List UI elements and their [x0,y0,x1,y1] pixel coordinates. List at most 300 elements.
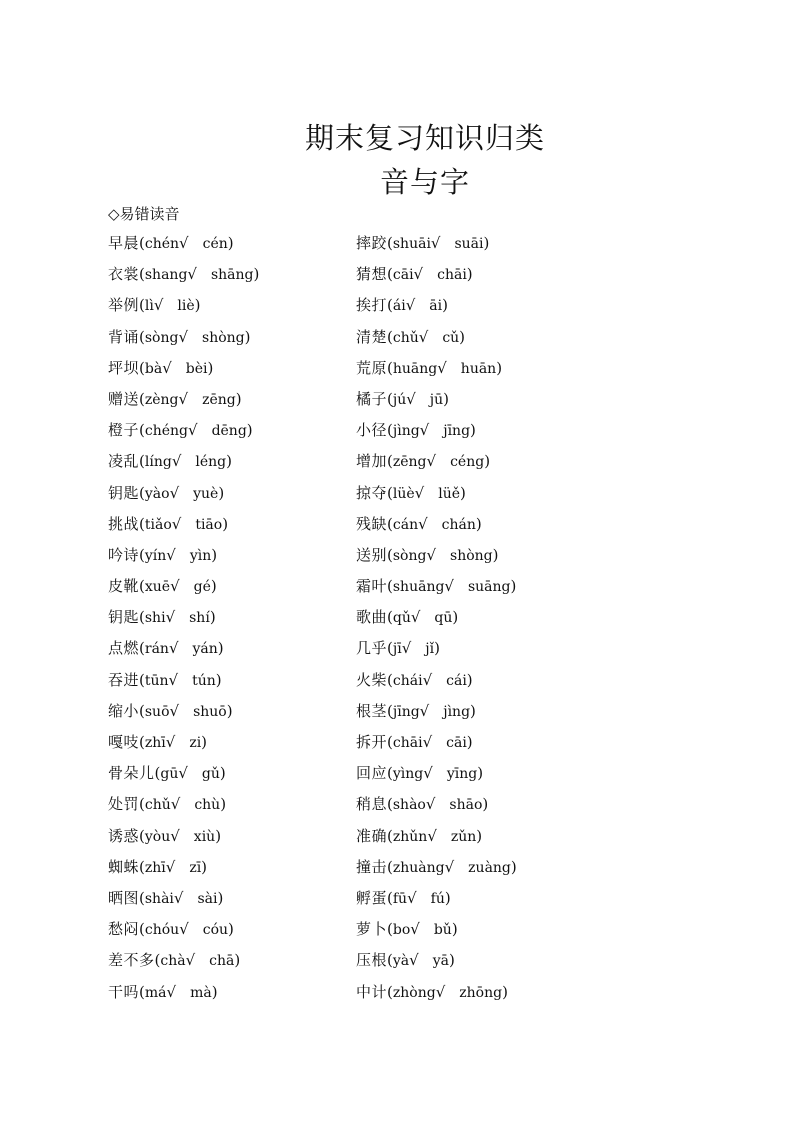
pinyin-option-b: zi [189,735,202,751]
word: 歌曲 [356,608,388,627]
check-mark: √ [165,608,176,627]
pinyin-option-a: shang [144,267,188,284]
word: 压根 [356,951,388,970]
paren-open: ( [387,951,393,970]
paren-open: ( [139,826,145,845]
pinyin-option-b: dēng [211,423,247,440]
paren-close: ) [470,421,476,440]
paren-open: ( [139,545,145,564]
word: 钥匙 [108,608,140,627]
pinyin-option-a: bà [144,360,163,377]
list-item [356,607,517,638]
paren-close: ) [227,234,234,252]
pinyin-option-b: yìn [189,547,212,564]
list-item [356,358,517,389]
paren-close: ) [226,701,233,720]
word: 稍息 [356,795,388,814]
list-item [108,514,259,545]
pinyin-option-b: jīng [443,423,471,440]
pinyin-option-a: zhuàng [392,859,445,876]
list-item [356,264,517,295]
pinyin-option-a: chén [144,236,180,252]
pinyin-option-b: suāng [467,579,511,596]
pinyin-option-b: jìng [443,703,471,720]
word: 点燃 [108,639,140,658]
list-item [108,576,259,607]
paren-close: ) [209,608,216,627]
pinyin-option-a: qǔ [392,610,411,627]
paren-open: ( [139,421,145,440]
list-item [356,545,517,576]
pinyin-option-a: yà [392,953,410,970]
pinyin-option-a: chāi [392,735,423,751]
check-mark: √ [425,795,436,814]
pinyin-option-b: yán [192,641,218,658]
pinyin-option-a: cāi [392,267,414,284]
paren-open: ( [139,577,145,596]
word: 残缺 [356,514,388,533]
pinyin-option-b: shòng [450,547,493,564]
check-mark: √ [413,265,424,284]
list-item [356,420,517,451]
check-mark: √ [179,920,189,939]
paren-open: ( [139,733,145,751]
list-item [108,670,259,701]
pinyin-option-b: shí [189,610,210,627]
check-mark: √ [168,639,179,658]
pinyin-option-b: gǔ [201,766,220,783]
pronunciation-list-left [108,233,259,1013]
list-item [108,389,259,420]
check-mark: √ [430,234,441,252]
paren-open: ( [139,327,145,346]
paren-close: ) [475,514,482,533]
pinyin-option-b: liè [177,298,195,315]
check-mark: √ [165,857,176,876]
paren-open: ( [139,358,145,377]
paren-open: ( [139,608,145,627]
check-mark: √ [422,733,433,751]
paren-open: ( [139,920,145,939]
paren-open: ( [387,670,393,689]
pinyin-option-b: shāng [210,267,254,284]
pinyin-option-b: shāo [449,797,483,814]
paren-open: ( [139,389,145,408]
word: 根茎 [356,701,388,720]
word: 霜叶 [356,577,388,596]
check-mark: √ [170,826,180,845]
word: 嘎吱 [108,733,140,751]
word: 小径 [356,421,388,440]
pinyin-option-b: mà [190,984,212,1001]
pinyin-option-b: zuàng [468,859,511,876]
pinyin-option-a: má [144,984,167,1001]
paren-open: ( [387,327,393,346]
pinyin-option-b: chā [209,953,235,970]
paren-open: ( [139,296,145,315]
check-mark: √ [162,358,172,377]
list-item [356,483,517,514]
paren-close: ) [215,826,222,845]
check-mark: √ [170,577,180,596]
paren-open: ( [139,234,145,252]
check-mark: √ [418,327,429,346]
paren-open: ( [387,608,393,627]
list-item [108,732,259,763]
pinyin-option-a: huāng [392,360,438,377]
check-mark: √ [173,888,184,907]
word: 拆开 [356,733,388,751]
word: 背诵 [108,327,140,346]
check-mark: √ [435,982,446,1001]
list-item [108,607,259,638]
pinyin-option-a: fū [392,890,408,907]
paren-close: ) [222,514,229,533]
pinyin-option-a: ái [392,298,406,315]
list-item [108,358,259,389]
pinyin-option-a: chái [392,672,423,689]
pinyin-option-a: yìng [392,766,424,783]
paren-open: ( [139,982,145,1001]
pinyin-option-a: zhī [144,735,166,751]
check-mark: √ [407,888,417,907]
word: 萝卜 [356,920,388,939]
pinyin-option-b: tún [192,672,216,689]
word: 赠送 [108,389,140,408]
pinyin-option-a: xuē [144,579,171,596]
paren-open: ( [387,982,393,1001]
word: 撞击 [356,857,388,876]
check-mark: √ [405,296,416,315]
word: 处罚 [108,795,140,814]
word: 缩小 [108,701,140,720]
check-mark: √ [426,452,437,471]
paren-open: ( [387,514,393,533]
check-mark: √ [422,670,433,689]
list-item [108,483,259,514]
check-mark: √ [444,577,454,596]
paren-close: ) [442,296,448,315]
pinyin-option-b: huān [460,360,497,377]
check-mark: √ [414,483,425,502]
paren-close: ) [477,764,484,783]
paren-open: ( [387,857,393,876]
paren-open: ( [387,888,393,907]
pinyin-option-a: cán [392,516,419,533]
paren-close: ) [217,639,224,658]
paren-close: ) [443,389,450,408]
pinyin-option-a: jīng [392,703,420,720]
check-mark: √ [171,452,182,471]
check-mark: √ [179,234,189,252]
pinyin-option-a: lì [144,298,154,315]
paren-close: ) [482,795,489,814]
check-mark: √ [178,327,189,346]
pinyin-option-a: bo [392,922,411,939]
word: 差不多 [108,951,155,970]
paren-close: ) [215,670,222,689]
paren-close: ) [434,639,440,658]
paren-close: ) [444,888,451,907]
paren-open: ( [139,795,145,814]
word: 增加 [356,452,388,471]
word: 吟诗 [108,545,140,564]
paren-open: ( [387,701,393,720]
word: 钥匙 [108,483,140,502]
paren-open: ( [387,389,393,408]
check-mark: √ [171,514,182,533]
check-mark: √ [419,701,430,720]
pinyin-option-b: chù [194,797,221,814]
word: 衣裳 [108,265,140,284]
pinyin-option-a: zhī [144,859,166,876]
word: 皮靴 [108,577,140,596]
check-mark: √ [153,296,164,315]
pinyin-option-a: tūn [144,672,169,689]
check-mark: √ [437,358,447,377]
word: 猜想 [356,265,388,284]
list-item [356,670,517,701]
check-mark: √ [166,545,176,564]
word: 挨打 [356,296,388,315]
word: 掠夺 [356,483,388,502]
paren-open: ( [387,483,393,502]
paren-close: ) [207,358,214,377]
pinyin-option-b: zhōng [459,984,503,1001]
pinyin-option-a: sòng [392,547,427,564]
check-mark: √ [170,795,181,814]
list-item [108,763,259,794]
word: 骨朵儿 [108,764,155,783]
pinyin-option-b: āi [429,298,443,315]
list-item [108,919,259,950]
section-heading: ◇易错读音 [108,205,180,223]
word: 送别 [356,545,388,564]
paren-close: ) [219,764,226,783]
paren-close: ) [226,452,232,471]
pinyin-option-a: chǔ [392,329,419,346]
pinyin-option-b: zǔn [450,828,477,845]
list-item [356,732,517,763]
word: 准确 [356,826,388,845]
paren-close: ) [218,483,225,502]
check-mark: √ [401,639,412,658]
paren-open: ( [387,421,393,440]
paren-close: ) [217,888,224,907]
paren-open: ( [387,296,393,315]
paren-close: ) [470,701,476,720]
word: 吞进 [108,670,140,689]
pinyin-option-b: cóu [202,922,229,939]
list-item [108,826,259,857]
paren-close: ) [448,951,455,970]
pinyin-option-b: zēng [202,391,236,408]
check-mark: √ [419,421,430,440]
paren-close: ) [484,452,491,471]
paren-open: ( [139,670,145,689]
check-mark: √ [166,982,177,1001]
paren-close: ) [211,545,218,564]
list-item [356,638,517,669]
check-mark: √ [410,608,421,627]
list-item [108,451,259,482]
pinyin-option-b: qū [434,610,453,627]
word: 孵蛋 [356,888,388,907]
pinyin-option-b: cái [446,672,467,689]
pinyin-option-a: chǔ [144,797,171,814]
word: 回应 [356,764,388,783]
pinyin-option-b: zī [189,859,202,876]
pinyin-option-a: zhǔn [392,828,428,845]
word: 晒图 [108,888,140,907]
pinyin-option-a: shào [392,797,426,814]
paren-close: ) [211,982,218,1001]
pinyin-option-a: tiǎo [144,516,172,533]
page-subtitle: 音与字 [379,165,470,199]
list-item [356,576,517,607]
word: 中计 [356,982,388,1001]
paren-open: ( [387,826,393,845]
pinyin-option-b: shòng [202,329,245,346]
paren-close: ) [492,545,499,564]
pinyin-option-b: lüě [438,485,460,502]
check-mark: √ [178,764,188,783]
paren-open: ( [387,358,393,377]
list-item [108,857,259,888]
check-mark: √ [168,670,179,689]
pinyin-option-a: rán [144,641,169,658]
pinyin-option-b: yuè [193,485,219,502]
pinyin-option-b: cǔ [442,329,460,346]
pinyin-option-a: zēng [392,454,427,471]
paren-close: ) [201,733,208,751]
pinyin-option-a: chéng [144,423,188,440]
list-item [356,327,517,358]
pinyin-option-a: suō [144,703,170,720]
paren-close: ) [466,670,473,689]
check-mark: √ [418,514,428,533]
word: 愁闷 [108,920,140,939]
list-item [108,888,259,919]
pinyin-option-b: jū [429,391,444,408]
paren-close: ) [466,265,473,284]
word: 火柴 [356,670,388,689]
paren-close: ) [502,982,508,1001]
list-item [356,295,517,326]
pinyin-option-a: lüè [392,485,415,502]
paren-close: ) [194,296,201,315]
pinyin-option-b: céng [450,454,485,471]
pinyin-option-a: zhòng [392,984,436,1001]
check-mark: √ [426,545,437,564]
paren-open: ( [387,795,393,814]
list-item [356,982,517,1013]
check-mark: √ [188,421,198,440]
check-mark: √ [169,483,180,502]
pinyin-option-a: zèng [144,391,179,408]
pinyin-option-a: líng [144,454,172,471]
pinyin-option-a: jú [392,391,407,408]
word: 几乎 [356,639,388,658]
pinyin-option-b: bǔ [433,922,452,939]
paren-close: ) [220,795,227,814]
pinyin-option-a: yòu [144,828,171,845]
pinyin-option-b: xiù [193,828,216,845]
paren-open: ( [139,265,145,284]
pinyin-option-b: bèi [185,360,208,377]
word: 挑战 [108,514,140,533]
list-item [356,919,517,950]
pinyin-option-a: gū [160,766,179,783]
paren-open: ( [387,920,393,939]
pinyin-option-b: léng [195,454,227,471]
list-item [356,389,517,420]
list-item [108,545,259,576]
check-mark: √ [427,826,437,845]
pinyin-option-a: jìng [392,423,420,440]
pinyin-option-b: jǐ [425,641,435,658]
page-title: 期末复习知识归类 [304,121,545,155]
word: 早晨 [108,234,140,252]
check-mark: √ [169,701,180,720]
pinyin-option-b: chán [441,516,476,533]
pinyin-option-a: shuāi [392,236,431,252]
word: 橙子 [108,421,140,440]
check-mark: √ [444,857,455,876]
pinyin-option-a: yào [144,485,170,502]
list-item [108,950,259,981]
list-item [356,794,517,825]
list-item [356,763,517,794]
list-item [108,982,259,1013]
list-item [108,233,259,264]
paren-close: ) [460,483,466,502]
word: 凌乱 [108,452,140,471]
paren-close: ) [476,826,483,845]
list-item [356,233,517,264]
paren-close: ) [510,577,517,596]
pinyin-option-a: shài [144,890,174,907]
paren-close: ) [235,389,242,408]
pinyin-option-b: cén [202,236,228,252]
paren-close: ) [510,857,517,876]
list-item [108,420,259,451]
word: 诱惑 [108,826,140,845]
check-mark: √ [178,389,189,408]
pinyin-option-a: chà [160,953,186,970]
paren-close: ) [201,857,208,876]
list-item [356,514,517,545]
check-mark: √ [406,389,416,408]
list-item [108,794,259,825]
paren-open: ( [387,452,393,471]
list-item [108,638,259,669]
paren-open: ( [387,639,393,658]
paren-open: ( [139,483,145,502]
pinyin-option-b: fú [430,890,445,907]
list-item [108,295,259,326]
paren-open: ( [387,577,393,596]
check-mark: √ [423,764,433,783]
list-item [356,701,517,732]
word: 清楚 [356,327,388,346]
pinyin-option-b: cāi [446,735,467,751]
paren-open: ( [139,452,145,471]
list-item [356,826,517,857]
check-mark: √ [185,951,196,970]
check-mark: √ [410,920,420,939]
list-item [108,701,259,732]
